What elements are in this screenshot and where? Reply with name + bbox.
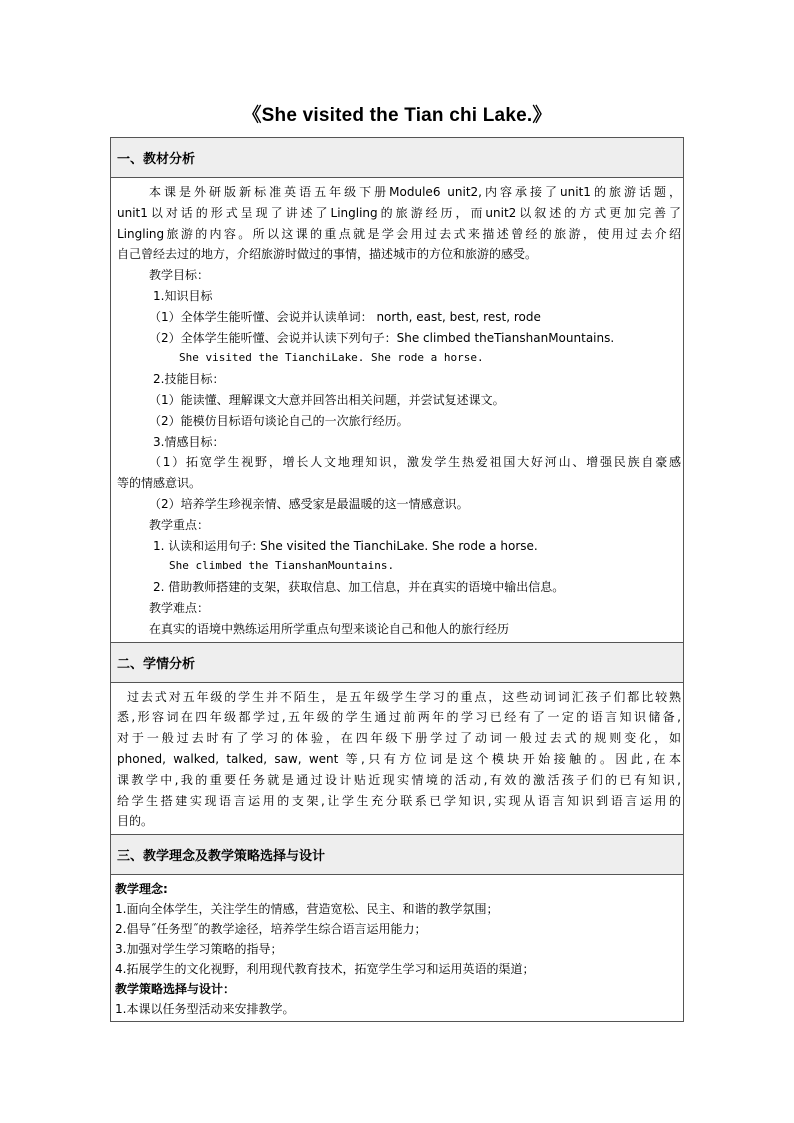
text-line: phoned, walked, talked, saw, went 等,只有方位词是这个模块开始接触的。因此,在本 [117,751,681,766]
text-line: She visited the TianchiLake. She rode a horse. [179,351,484,365]
text-line: 1. 认读和运用句子: She visited the TianchiLake. She rode a horse. [153,538,538,553]
section-header-teaching-philosophy: 三、教学理念及教学策略选择与设计 [111,835,683,875]
text-line: 2.技能目标： [153,372,225,387]
subheading-teaching-philosophy: 教学理念: [115,882,168,897]
text-line: 3.情感目标： [153,434,225,449]
text-line: （1）拓宽学生视野，增长人文地理知识，激发学生热爱祖国大好河山、增强民族自豪感 [149,455,681,470]
text-line: 过去式对五年级的学生并不陌生，是五年级学生学习的重点，这些动词词汇孩子们都比较熟 [127,689,681,704]
section-header-textbook-analysis: 一、教材分析 [111,138,683,178]
document-title: 《She visited the Tian chi Lake.》 [242,105,552,126]
text-line: 课教学中,我的重要任务就是通过设计贴近现实情境的活动,有效的激活孩子们的已有知识, [117,772,681,787]
section-body-textbook-analysis [111,178,683,643]
text-line: unit1以对话的形式呈现了讲述了Lingling的旅游经历，而unit2以叙述的方式更加完善了 [117,205,681,220]
text-line: Lingling旅游的内容。所以这课的重点就是学会用过去式来描述曾经的旅游，使用过去介绍 [117,226,681,241]
section-header-learner-analysis: 二、学情分析 [111,643,683,683]
text-line: （1）能读懂、理解课文大意并回答出相关问题，并尝试复述课文。 [149,392,505,407]
lesson-plan-table [110,137,684,1022]
text-line: 1.面向全体学生，关注学生的情感，营造宽松、民主、和谐的教学氛围； [115,902,499,917]
text-line: 对于一般过去时有了学习的体验，在四年级下册学过了动词一般过去式的规则变化，如 [117,731,681,746]
subheading-teaching-strategy: 教学策略选择与设计： [115,982,236,997]
text-line: 等的情感意识。 [117,476,202,491]
text-line: 教学难点： [149,600,210,615]
text-line: 教学目标： [149,268,210,283]
text-line: 悉,形容词在四年级都学过,五年级的学生通过前两年的学习已经有了一定的语言知识储备, [117,710,681,725]
text-line: She climbed the TianshanMountains. [169,559,395,573]
text-line: （1）全体学生能听懂、会说并认读单词： north, east, best, rest, rode [149,309,541,324]
text-line: 目的。 [117,814,154,829]
text-line: 2.倡导˝任务型˝的教学途径，培养学生综合语言运用能力； [115,922,427,937]
text-line: 自己曾经去过的地方，介绍旅游时做过的事情，描述城市的方位和旅游的感受。 [117,247,538,262]
text-line: 教学重点： [149,517,210,532]
section-body-teaching-philosophy [111,875,683,1021]
text-line: 4.拓展学生的文化视野，利用现代教育技术，拓宽学生学习和运用英语的渠道； [115,962,535,977]
text-line: 在真实的语境中熟练运用所学重点句型来谈论自己和他人的旅行经历 [149,621,510,636]
text-line: 1.本课以任务型活动来安排教学。 [115,1002,295,1017]
text-line: 给学生搭建实现语言运用的支架,让学生充分联系已学知识,实现从语言知识到语言运用的 [117,793,681,808]
text-line: （2）全体学生能听懂、会说并认读下列句子：She climbed theTianshanMountains. [149,330,615,345]
text-line: （2）培养学生珍视亲情、感受家是最温暖的这一情感意识。 [149,496,469,511]
text-line: （2）能模仿目标语句谈论自己的一次旅行经历。 [149,413,409,428]
text-line: 3.加强对学生学习策略的指导； [115,942,283,957]
section-body-learner-analysis [111,683,683,836]
text-line: 2. 借助教师搭建的支架，获取信息、加工信息，并在真实的语境中输出信息。 [153,580,565,595]
text-line: 1.知识目标 [153,288,213,303]
text-line: 本课是外研版新标准英语五年级下册Module6 unit2,内容承接了unit1的旅游话题， [149,185,681,199]
